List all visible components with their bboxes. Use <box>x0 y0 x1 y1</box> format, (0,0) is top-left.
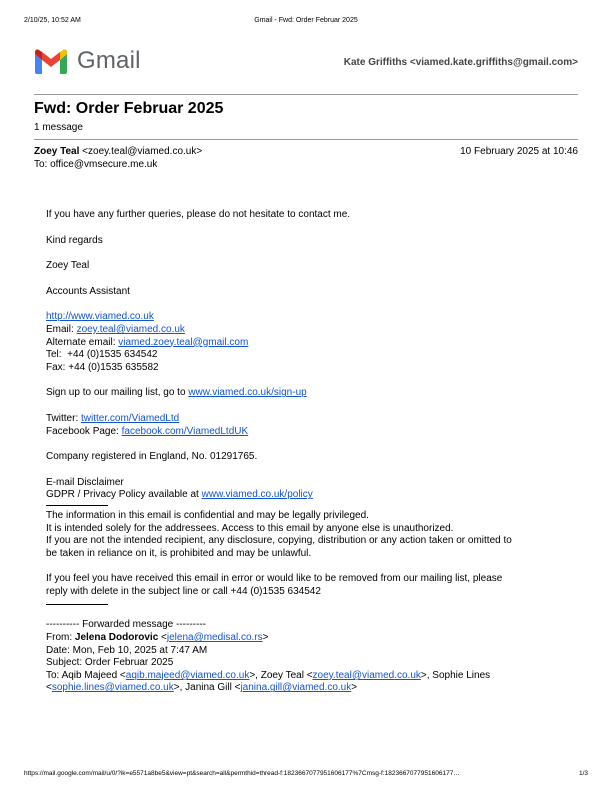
mailing-list-line <box>46 387 566 400</box>
signature-title: Accounts Assistant <box>46 285 130 297</box>
fwd-to-email-2[interactable]: zoey.teal@viamed.co.uk <box>312 669 421 681</box>
intro-text: If you have any further queries, please do not hesitate to contact me. <box>46 209 351 220</box>
fwd-to-email-4[interactable]: janina.gill@viamed.co.uk <box>240 682 352 694</box>
message-body <box>46 209 566 695</box>
fwd-to-sep-3: >, Janina Gill < <box>173 682 241 694</box>
confidential-line-2: It is intended solely for the addressees. Access to this email by anyone else is unauthorized. <box>46 522 454 534</box>
confidentiality-block <box>46 510 566 560</box>
sender-email: <zoey.teal@viamed.co.uk> <box>82 146 203 157</box>
disclaimer-block <box>46 477 566 502</box>
fwd-to-label: To: Aqib Majeed < <box>46 669 126 681</box>
print-datetime: 2/10/25, 10:52 AM <box>24 17 81 24</box>
confidential-line-1: The information in this email is confidential and may be legally privileged. <box>46 509 369 521</box>
forwarded-heading: ---------- Forwarded message --------- <box>46 619 206 631</box>
sender-name: Zoey Teal <box>34 146 80 157</box>
recipient: To: office@vmsecure.me.uk <box>34 159 158 170</box>
alt-email-label: Alternate email: <box>46 336 119 348</box>
fwd-from-name: Jelena Dodorovic <box>74 632 159 644</box>
sender <box>34 146 202 157</box>
header-divider <box>34 94 578 95</box>
gdpr-link[interactable]: www.viamed.co.uk/policy <box>201 489 313 501</box>
twitter-link[interactable]: twitter.com/ViamedLtd <box>81 412 180 424</box>
message-count: 1 message <box>34 122 83 133</box>
fwd-to-lt: < <box>46 682 52 694</box>
forwarded-block: ---------- Forwarded message --------- From: Jelena Dodorovic <jelena@medisal.co.rs> Date: Mon, Feb 10, 2025 at 7:47 AM Subject: Order Februar 2025 To: Aqib Majeed <aqib.majeed@viamed.co.uk>, Zoey Teal <zoey.teal@viamed.co.uk>, Sophie Lines <sophie.lines@viamed.co.uk>, Janina Gill <janina.gill@viamed.co.uk> <box>46 619 491 694</box>
website-link[interactable]: http://www.viamed.co.uk <box>46 311 154 323</box>
gdpr-text: GDPR / Privacy Policy available at <box>46 489 202 501</box>
twitter-label: Twitter: <box>46 412 82 424</box>
fwd-to-end: > <box>351 682 358 694</box>
facebook-label: Facebook Page: <box>46 425 122 437</box>
regards-text: Kind regards <box>46 234 103 246</box>
confidential-line-4: be taken in reliance on it, is prohibited and may be unlawful. <box>46 547 312 559</box>
print-page-number: 1/3 <box>578 770 588 777</box>
social-block <box>46 413 566 438</box>
fwd-from-label: From: <box>46 632 75 644</box>
fwd-to-email-1[interactable]: aqib.majeed@viamed.co.uk <box>125 669 250 681</box>
facebook-link[interactable]: facebook.com/ViamedLtdUK <box>121 425 249 437</box>
mailing-text: Sign up to our mailing list, go to <box>46 387 189 399</box>
tel-text: Tel: +44 (0)1535 634542 <box>46 349 158 361</box>
fwd-to-sep-1: >, Zoey Teal < <box>249 669 313 681</box>
gmail-wordmark: Gmail <box>77 47 141 74</box>
print-title: Gmail - Fwd: Order Februar 2025 <box>254 17 358 24</box>
email-link[interactable]: zoey.teal@viamed.co.uk <box>76 323 185 335</box>
contact-block <box>46 311 566 374</box>
thread-subject: Fwd: Order Februar 2025 <box>34 100 224 117</box>
gmail-logo <box>33 48 143 76</box>
signup-link[interactable]: www.viamed.co.uk/sign-up <box>188 387 307 399</box>
account-identity: Kate Griffiths <viamed.kate.griffiths@gmail.com> <box>343 57 578 68</box>
gmail-logo-icon <box>33 48 69 75</box>
fwd-date: Date: Mon, Feb 10, 2025 at 7:47 AM <box>46 644 208 656</box>
print-footer-url: https://mail.google.com/mail/u/0/?ik=e5571a8be5&view=pt&search=all&permthid=thread-f:1823667077951606177%7Cmsg-f:1823667077951606177… <box>24 770 460 777</box>
fwd-from-email[interactable]: jelena@medisal.co.rs <box>166 632 263 644</box>
message-date: 10 February 2025 at 10:46 <box>460 146 578 157</box>
fax-text: Fax: +44 (0)1535 635582 <box>46 361 159 373</box>
email-label: Email: <box>46 323 77 335</box>
disclaimer-title: E-mail Disclaimer <box>46 476 124 488</box>
error-separator <box>46 604 108 605</box>
error-line-2: reply with delete in the subject line or call +44 (0)1535 634542 <box>46 585 321 597</box>
signature-separator <box>46 505 108 506</box>
subject-divider <box>34 139 578 140</box>
fwd-subject: Subject: Order Februar 2025 <box>46 657 174 669</box>
fwd-to-email-3[interactable]: sophie.lines@viamed.co.uk <box>51 682 174 694</box>
error-line-1: If you feel you have received this email in error or would like to be removed from our mailing list, please <box>46 573 503 585</box>
fwd-to-sep-2: >, Sophie Lines <box>420 669 491 681</box>
company-registration: Company registered in England, No. 01291765. <box>46 451 258 463</box>
signature-name: Zoey Teal <box>46 260 90 272</box>
confidential-line-3: If you are not the intended recipient, any disclosure, copying, distribution or any action taken or omitted to <box>46 535 512 547</box>
error-block <box>46 573 566 598</box>
alt-email-link[interactable]: viamed.zoey.teal@gmail.com <box>118 336 249 348</box>
